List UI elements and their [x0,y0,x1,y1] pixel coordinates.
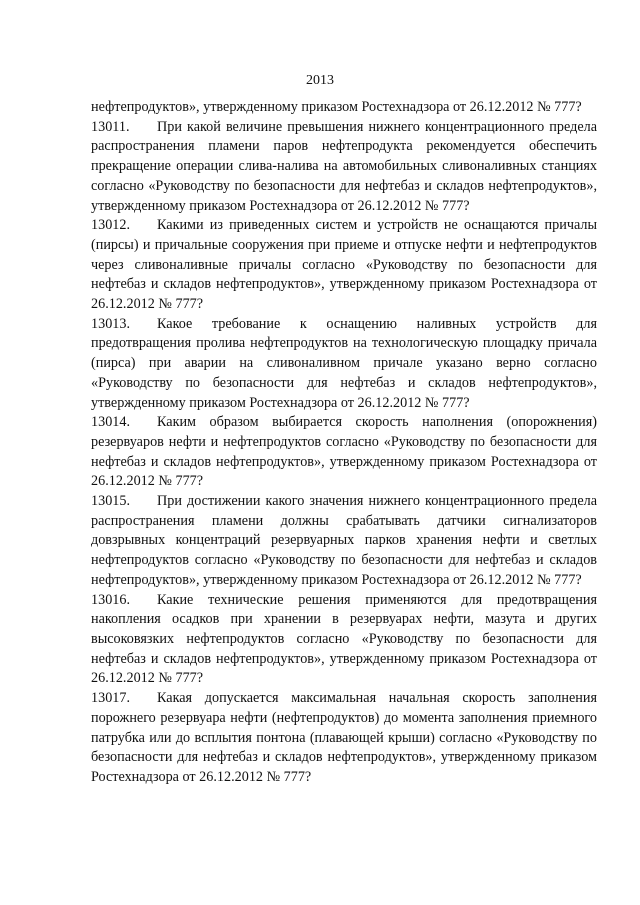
question-item [91,216,597,315]
question-text: Какая допускается максимальная начальная скорость заполнения порожнего резервуара нефти (нефтепродуктов) до момента заполнения приемного патрубка или до всплытия понтона (плавающей крыши) согласно «Руководству по безопасности для нефтебаз и складов нефтепродуктов», утвержденному приказом Ростехнадзора от 26.12.2012 № 777? [91,690,597,785]
page-number: 2013 [306,73,334,88]
question-text: Каким образом выбирается скорость наполнения (опорожнения) резервуаров нефти и нефтепродуктов согласно «Руководству по безопасности для нефтебаз и складов нефтепродуктов», утвержденному приказом Ростехнадзора от 26.12.2012 № 777? [91,414,597,490]
question-text: Какое требование к оснащению наливных устройств для предотвращения пролива нефтепродуктов на технологическую площадку причала (пирса) при аварии на сливоналивном причале указано верно согласно «Руководству по безопасности для нефтебаз и складов нефтепродуктов», утвержденному приказом Ростехнадзора от 26.12.2012 № 777? [91,315,597,411]
question-item [91,492,597,591]
question-item [91,413,597,492]
question-text: При достижении какого значения нижнего концентрационного предела распространения пламени должны срабатывать датчики сигнализаторов довзрывных концентраций резервуарных парков хранения нефти и светлых нефтепродуктов согласно «Руководству по безопасности для нефтебаз и складов нефтепродуктов», утвержденному приказом Ростехнадзора от 26.12.2012 № 777? [91,493,597,588]
question-item [91,689,597,788]
document-body [91,98,597,788]
question-item [91,118,597,217]
question-number: 13015. [91,493,131,510]
question-text: При какой величине превышения нижнего концентрационного предела распространения пламени паров нефтепродукта рекомендуется обеспечить прекращение операции слива-налива на автомобильных сливоналивных станциях согласно «Руководству по безопасности для нефтебаз и складов нефтепродуктов», утвержденному приказом Ростехнадзора от 26.12.2012 № 777? [91,118,597,214]
question-text: Какими из приведенных систем и устройств не оснащаются причалы (пирсы) и причальные сооружения при приеме и отпуске нефти и нефтепродуктов через сливоналивные причалы согласно «Руководству по безопасности для нефтебаз и складов нефтепродуктов», утвержденному приказом Ростехнадзора от 26.12.2012 № 777? [91,217,597,313]
question-number: 13014. [91,414,131,431]
question-number: 13016. [91,591,131,608]
question-number: 13013. [91,315,131,332]
question-number: 13012. [91,217,131,234]
question-number: 13011. [91,118,130,135]
question-number: 13017. [91,690,131,707]
question-item [91,315,597,414]
continuation-paragraph: нефтепродуктов», утвержденному приказом Ростехнадзора от 26.12.2012 № 777? [91,99,582,115]
question-text: Какие технические решения применяются для предотвращения накопления осадков при хранении в резервуарах нефти, мазута и других высоковязких нефтепродуктов согласно «Руководству по безопасности для нефтебаз и складов нефтепродуктов», утвержденному приказом Ростехнадзора от 26.12.2012 № 777? [91,591,597,687]
question-item [91,591,597,690]
